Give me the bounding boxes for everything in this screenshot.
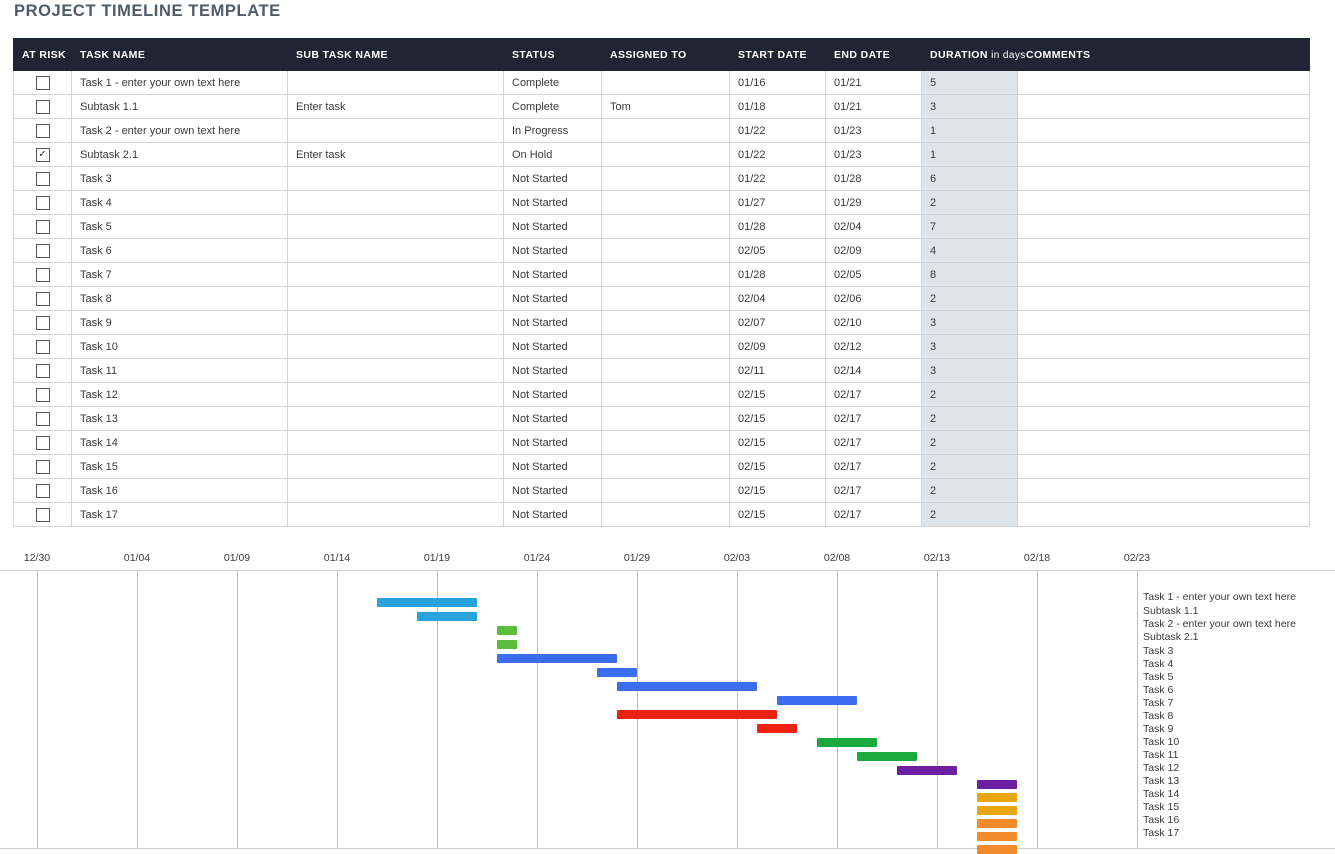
cell-duration: 2 bbox=[922, 479, 1018, 503]
at-risk-cell bbox=[14, 95, 72, 119]
table-row bbox=[14, 215, 1310, 239]
at-risk-checkbox[interactable] bbox=[36, 196, 50, 210]
task-table bbox=[13, 38, 1310, 527]
column-header-task_name bbox=[72, 39, 288, 71]
cell-comments bbox=[1018, 239, 1310, 263]
cell-comments bbox=[1018, 143, 1310, 167]
gantt-bar bbox=[417, 612, 477, 621]
gantt-row-label: Task 15 bbox=[1143, 801, 1180, 813]
at-risk-checkbox[interactable] bbox=[36, 484, 50, 498]
cell-sub_task_name bbox=[288, 191, 504, 215]
task-table-header bbox=[14, 39, 1310, 71]
at-risk-cell bbox=[14, 431, 72, 455]
gantt-row-label: Task 14 bbox=[1143, 788, 1180, 800]
cell-status: Not Started bbox=[504, 383, 602, 407]
cell-end_date: 02/17 bbox=[826, 455, 922, 479]
at-risk-cell bbox=[14, 191, 72, 215]
cell-end_date: 02/09 bbox=[826, 239, 922, 263]
table-row bbox=[14, 167, 1310, 191]
column-header-end_date bbox=[826, 39, 922, 71]
cell-task_name: Task 6 bbox=[72, 239, 288, 263]
gantt-row-label: Task 7 bbox=[1143, 697, 1174, 709]
cell-duration: 3 bbox=[922, 95, 1018, 119]
cell-task_name: Task 4 bbox=[72, 191, 288, 215]
column-header-duration bbox=[922, 39, 1026, 71]
gantt-row-label: Task 8 bbox=[1143, 710, 1174, 722]
gantt-bar bbox=[977, 819, 1017, 828]
cell-comments bbox=[1018, 167, 1310, 191]
cell-start_date: 02/04 bbox=[730, 287, 826, 311]
table-row bbox=[14, 359, 1310, 383]
cell-assigned_to bbox=[602, 119, 730, 143]
gantt-row-label: Task 11 bbox=[1143, 749, 1179, 761]
cell-task_name: Task 15 bbox=[72, 455, 288, 479]
gantt-bar bbox=[977, 832, 1017, 841]
gantt-bar bbox=[977, 806, 1017, 815]
gantt-gridline bbox=[237, 571, 238, 848]
column-header-assigned_to bbox=[602, 39, 730, 71]
cell-assigned_to: Tom bbox=[602, 95, 730, 119]
gantt-row-labels bbox=[1125, 570, 1330, 847]
axis-tick-label: 01/24 bbox=[523, 552, 551, 564]
cell-start_date: 01/22 bbox=[730, 143, 826, 167]
cell-end_date: 02/17 bbox=[826, 383, 922, 407]
cell-assigned_to bbox=[602, 239, 730, 263]
table-row bbox=[14, 335, 1310, 359]
table-row bbox=[14, 95, 1310, 119]
cell-status: Not Started bbox=[504, 335, 602, 359]
gantt-bar bbox=[897, 766, 957, 775]
at-risk-cell bbox=[14, 359, 72, 383]
gantt-bar bbox=[497, 640, 517, 649]
cell-status: Not Started bbox=[504, 191, 602, 215]
at-risk-cell bbox=[14, 239, 72, 263]
cell-task_name: Task 5 bbox=[72, 215, 288, 239]
cell-comments bbox=[1018, 191, 1310, 215]
cell-start_date: 02/15 bbox=[730, 503, 826, 527]
cell-start_date: 01/28 bbox=[730, 263, 826, 287]
cell-sub_task_name bbox=[288, 215, 504, 239]
cell-sub_task_name bbox=[288, 455, 504, 479]
gantt-bar bbox=[817, 738, 877, 747]
gantt-bar bbox=[497, 626, 517, 635]
table-row bbox=[14, 479, 1310, 503]
table-row bbox=[14, 503, 1310, 527]
cell-end_date: 02/17 bbox=[826, 503, 922, 527]
cell-end_date: 02/17 bbox=[826, 431, 922, 455]
column-header-label: STATUS bbox=[512, 48, 555, 61]
cell-assigned_to bbox=[602, 359, 730, 383]
gantt-row-label: Task 17 bbox=[1143, 827, 1180, 839]
cell-sub_task_name: Enter task bbox=[288, 143, 504, 167]
table-row bbox=[14, 407, 1310, 431]
cell-comments bbox=[1018, 407, 1310, 431]
at-risk-cell bbox=[14, 167, 72, 191]
at-risk-checkbox[interactable] bbox=[36, 172, 50, 186]
cell-task_name: Task 10 bbox=[72, 335, 288, 359]
cell-start_date: 02/15 bbox=[730, 479, 826, 503]
cell-end_date: 02/12 bbox=[826, 335, 922, 359]
column-header-status bbox=[504, 39, 602, 71]
cell-sub_task_name bbox=[288, 287, 504, 311]
cell-duration: 6 bbox=[922, 167, 1018, 191]
cell-end_date: 02/10 bbox=[826, 311, 922, 335]
cell-end_date: 01/23 bbox=[826, 119, 922, 143]
gantt-row-label: Subtask 2.1 bbox=[1143, 631, 1199, 643]
at-risk-cell bbox=[14, 503, 72, 527]
cell-sub_task_name bbox=[288, 239, 504, 263]
cell-duration: 8 bbox=[922, 263, 1018, 287]
cell-task_name: Task 11 bbox=[72, 359, 288, 383]
at-risk-checkbox[interactable]: ✓ bbox=[36, 148, 50, 162]
gantt-row-label: Task 1 - enter your own text here bbox=[1143, 591, 1296, 603]
column-header-comments bbox=[1018, 39, 1310, 71]
cell-comments bbox=[1018, 431, 1310, 455]
axis-tick-label: 02/18 bbox=[1023, 552, 1051, 564]
cell-start_date: 02/11 bbox=[730, 359, 826, 383]
gantt-bar bbox=[777, 696, 857, 705]
cell-sub_task_name bbox=[288, 407, 504, 431]
at-risk-checkbox[interactable] bbox=[36, 436, 50, 450]
cell-start_date: 02/09 bbox=[730, 335, 826, 359]
cell-status: Not Started bbox=[504, 431, 602, 455]
cell-sub_task_name bbox=[288, 431, 504, 455]
cell-duration: 1 bbox=[922, 143, 1018, 167]
gantt-bar bbox=[617, 710, 777, 719]
cell-assigned_to bbox=[602, 431, 730, 455]
cell-duration: 2 bbox=[922, 287, 1018, 311]
gantt-bar bbox=[617, 682, 757, 691]
cell-assigned_to bbox=[602, 503, 730, 527]
gantt-bar bbox=[977, 845, 1017, 854]
axis-tick-label: 01/04 bbox=[123, 552, 151, 564]
cell-sub_task_name bbox=[288, 119, 504, 143]
at-risk-cell bbox=[14, 71, 72, 95]
cell-assigned_to bbox=[602, 311, 730, 335]
gantt-bar bbox=[597, 668, 637, 677]
cell-assigned_to bbox=[602, 335, 730, 359]
gantt-bar bbox=[977, 780, 1017, 789]
cell-task_name: Task 13 bbox=[72, 407, 288, 431]
cell-comments bbox=[1018, 455, 1310, 479]
axis-tick-label: 01/19 bbox=[423, 552, 451, 564]
table-row bbox=[14, 143, 1310, 167]
cell-comments bbox=[1018, 383, 1310, 407]
gantt-row-label: Task 2 - enter your own text here bbox=[1143, 618, 1296, 630]
axis-tick-label: 02/13 bbox=[923, 552, 951, 564]
page-title: PROJECT TIMELINE TEMPLATE bbox=[14, 2, 281, 20]
cell-duration: 7 bbox=[922, 215, 1018, 239]
cell-task_name: Task 8 bbox=[72, 287, 288, 311]
cell-sub_task_name bbox=[288, 335, 504, 359]
column-header-label: AT RISK bbox=[22, 48, 67, 61]
column-header-start_date bbox=[730, 39, 826, 71]
cell-status: In Progress bbox=[504, 119, 602, 143]
cell-assigned_to bbox=[602, 191, 730, 215]
cell-task_name: Subtask 1.1 bbox=[72, 95, 288, 119]
axis-tick-label: 02/03 bbox=[723, 552, 751, 564]
cell-status: Not Started bbox=[504, 455, 602, 479]
cell-end_date: 01/23 bbox=[826, 143, 922, 167]
table-row bbox=[14, 191, 1310, 215]
gantt-row-label: Task 9 bbox=[1143, 723, 1174, 735]
cell-task_name: Task 12 bbox=[72, 383, 288, 407]
column-header-label: TASK NAME bbox=[80, 48, 146, 61]
cell-duration: 2 bbox=[922, 383, 1018, 407]
column-header-label: DURATION bbox=[930, 48, 988, 61]
table-row bbox=[14, 287, 1310, 311]
at-risk-checkbox[interactable] bbox=[36, 124, 50, 138]
cell-duration: 3 bbox=[922, 335, 1018, 359]
cell-end_date: 02/05 bbox=[826, 263, 922, 287]
cell-sub_task_name bbox=[288, 311, 504, 335]
cell-task_name: Task 7 bbox=[72, 263, 288, 287]
cell-assigned_to bbox=[602, 455, 730, 479]
cell-comments bbox=[1018, 359, 1310, 383]
cell-task_name: Subtask 2.1 bbox=[72, 143, 288, 167]
cell-sub_task_name bbox=[288, 479, 504, 503]
cell-end_date: 01/29 bbox=[826, 191, 922, 215]
at-risk-cell bbox=[14, 215, 72, 239]
cell-duration: 2 bbox=[922, 431, 1018, 455]
at-risk-checkbox[interactable] bbox=[36, 364, 50, 378]
table-row bbox=[14, 71, 1310, 95]
cell-comments bbox=[1018, 335, 1310, 359]
cell-start_date: 01/22 bbox=[730, 119, 826, 143]
at-risk-cell bbox=[14, 335, 72, 359]
at-risk-checkbox[interactable] bbox=[36, 100, 50, 114]
at-risk-checkbox[interactable] bbox=[36, 340, 50, 354]
cell-comments bbox=[1018, 311, 1310, 335]
cell-start_date: 02/05 bbox=[730, 239, 826, 263]
column-header-at_risk bbox=[14, 39, 72, 71]
cell-assigned_to bbox=[602, 479, 730, 503]
task-table-container bbox=[13, 38, 1309, 527]
cell-status: Not Started bbox=[504, 407, 602, 431]
cell-start_date: 01/16 bbox=[730, 71, 826, 95]
cell-assigned_to bbox=[602, 383, 730, 407]
cell-assigned_to bbox=[602, 167, 730, 191]
cell-start_date: 01/22 bbox=[730, 167, 826, 191]
table-row bbox=[14, 263, 1310, 287]
cell-start_date: 02/15 bbox=[730, 431, 826, 455]
at-risk-checkbox[interactable] bbox=[36, 508, 50, 522]
cell-comments bbox=[1018, 71, 1310, 95]
cell-comments bbox=[1018, 503, 1310, 527]
gantt-chart bbox=[0, 552, 1335, 847]
cell-start_date: 02/07 bbox=[730, 311, 826, 335]
cell-end_date: 02/14 bbox=[826, 359, 922, 383]
gantt-row-label: Task 10 bbox=[1143, 736, 1180, 748]
column-header-label: END DATE bbox=[834, 48, 891, 61]
cell-task_name: Task 3 bbox=[72, 167, 288, 191]
at-risk-checkbox[interactable] bbox=[36, 220, 50, 234]
cell-assigned_to bbox=[602, 215, 730, 239]
gantt-gridline bbox=[837, 571, 838, 848]
at-risk-checkbox[interactable] bbox=[36, 76, 50, 90]
cell-task_name: Task 16 bbox=[72, 479, 288, 503]
table-row bbox=[14, 383, 1310, 407]
at-risk-cell bbox=[14, 407, 72, 431]
cell-status: Not Started bbox=[504, 263, 602, 287]
at-risk-checkbox[interactable] bbox=[36, 268, 50, 282]
cell-status: On Hold bbox=[504, 143, 602, 167]
cell-comments bbox=[1018, 479, 1310, 503]
at-risk-cell bbox=[14, 311, 72, 335]
table-row bbox=[14, 119, 1310, 143]
gantt-gridline bbox=[1037, 571, 1038, 848]
gantt-gridline bbox=[137, 571, 138, 848]
cell-sub_task_name bbox=[288, 71, 504, 95]
cell-status: Not Started bbox=[504, 359, 602, 383]
cell-start_date: 02/15 bbox=[730, 407, 826, 431]
at-risk-checkbox[interactable] bbox=[36, 316, 50, 330]
at-risk-cell bbox=[14, 455, 72, 479]
cell-duration: 5 bbox=[922, 71, 1018, 95]
cell-start_date: 02/15 bbox=[730, 455, 826, 479]
cell-end_date: 01/21 bbox=[826, 95, 922, 119]
at-risk-checkbox[interactable] bbox=[36, 412, 50, 426]
header-row bbox=[14, 39, 1310, 71]
cell-sub_task_name bbox=[288, 503, 504, 527]
gantt-bar bbox=[377, 598, 477, 607]
cell-start_date: 02/15 bbox=[730, 383, 826, 407]
gantt-gridline bbox=[937, 571, 938, 848]
gantt-row-label: Task 12 bbox=[1143, 762, 1180, 774]
cell-sub_task_name bbox=[288, 383, 504, 407]
gantt-axis bbox=[0, 552, 1335, 570]
cell-assigned_to bbox=[602, 71, 730, 95]
cell-duration: 3 bbox=[922, 359, 1018, 383]
cell-start_date: 01/28 bbox=[730, 215, 826, 239]
gantt-gridline bbox=[337, 571, 338, 848]
gantt-row-label: Subtask 1.1 bbox=[1143, 605, 1199, 617]
at-risk-cell bbox=[14, 287, 72, 311]
at-risk-cell bbox=[14, 479, 72, 503]
task-table-body bbox=[14, 71, 1310, 527]
cell-duration: 4 bbox=[922, 239, 1018, 263]
at-risk-checkbox[interactable] bbox=[36, 292, 50, 306]
cell-comments bbox=[1018, 119, 1310, 143]
column-header-sublabel: in days bbox=[991, 49, 1026, 61]
cell-comments bbox=[1018, 263, 1310, 287]
gantt-row-label: Task 6 bbox=[1143, 684, 1174, 696]
cell-sub_task_name: Enter task bbox=[288, 95, 504, 119]
axis-tick-label: 01/14 bbox=[323, 552, 351, 564]
at-risk-checkbox[interactable] bbox=[36, 388, 50, 402]
gantt-bar bbox=[977, 793, 1017, 802]
cell-assigned_to bbox=[602, 287, 730, 311]
cell-assigned_to bbox=[602, 407, 730, 431]
cell-assigned_to bbox=[602, 263, 730, 287]
at-risk-cell bbox=[14, 383, 72, 407]
cell-duration: 3 bbox=[922, 311, 1018, 335]
cell-end_date: 02/06 bbox=[826, 287, 922, 311]
gantt-row-label: Task 16 bbox=[1143, 814, 1180, 826]
cell-end_date: 02/04 bbox=[826, 215, 922, 239]
gantt-row-label: Task 13 bbox=[1143, 775, 1180, 787]
cell-end_date: 01/28 bbox=[826, 167, 922, 191]
cell-status: Not Started bbox=[504, 239, 602, 263]
cell-start_date: 01/27 bbox=[730, 191, 826, 215]
gantt-bar bbox=[497, 654, 617, 663]
cell-task_name: Task 14 bbox=[72, 431, 288, 455]
cell-sub_task_name bbox=[288, 359, 504, 383]
at-risk-cell bbox=[14, 143, 72, 167]
table-row bbox=[14, 455, 1310, 479]
table-row bbox=[14, 311, 1310, 335]
cell-end_date: 02/17 bbox=[826, 479, 922, 503]
axis-tick-label: 01/29 bbox=[623, 552, 651, 564]
cell-sub_task_name bbox=[288, 263, 504, 287]
gantt-row-label: Task 4 bbox=[1143, 658, 1174, 670]
column-header-label: COMMENTS bbox=[1026, 48, 1091, 61]
cell-start_date: 01/18 bbox=[730, 95, 826, 119]
column-header-label: SUB TASK NAME bbox=[296, 48, 388, 61]
cell-status: Complete bbox=[504, 71, 602, 95]
cell-duration: 2 bbox=[922, 455, 1018, 479]
gantt-gridline bbox=[537, 571, 538, 848]
table-row bbox=[14, 239, 1310, 263]
cell-duration: 2 bbox=[922, 503, 1018, 527]
cell-duration: 1 bbox=[922, 119, 1018, 143]
cell-task_name: Task 17 bbox=[72, 503, 288, 527]
table-row bbox=[14, 431, 1310, 455]
gantt-bar bbox=[857, 752, 917, 761]
column-header-sub_task_name bbox=[288, 39, 504, 71]
cell-status: Not Started bbox=[504, 311, 602, 335]
cell-task_name: Task 2 - enter your own text here bbox=[72, 119, 288, 143]
cell-status: Not Started bbox=[504, 167, 602, 191]
cell-status: Not Started bbox=[504, 287, 602, 311]
cell-assigned_to bbox=[602, 143, 730, 167]
gantt-gridline bbox=[37, 571, 38, 848]
cell-task_name: Task 1 - enter your own text here bbox=[72, 71, 288, 95]
column-header-label: ASSIGNED TO bbox=[610, 48, 687, 61]
cell-status: Not Started bbox=[504, 503, 602, 527]
gantt-row-label: Task 5 bbox=[1143, 671, 1174, 683]
axis-tick-label: 02/23 bbox=[1123, 552, 1151, 564]
cell-status: Not Started bbox=[504, 479, 602, 503]
cell-duration: 2 bbox=[922, 407, 1018, 431]
column-header-label: START DATE bbox=[738, 48, 807, 61]
cell-status: Not Started bbox=[504, 215, 602, 239]
at-risk-checkbox[interactable] bbox=[36, 460, 50, 474]
at-risk-checkbox[interactable] bbox=[36, 244, 50, 258]
axis-tick-label: 02/08 bbox=[823, 552, 851, 564]
cell-end_date: 01/21 bbox=[826, 71, 922, 95]
cell-end_date: 02/17 bbox=[826, 407, 922, 431]
axis-tick-label: 12/30 bbox=[23, 552, 51, 564]
gantt-row-label: Task 3 bbox=[1143, 645, 1174, 657]
at-risk-cell bbox=[14, 119, 72, 143]
cell-comments bbox=[1018, 287, 1310, 311]
axis-tick-label: 01/09 bbox=[223, 552, 251, 564]
gantt-bar bbox=[757, 724, 797, 733]
cell-comments bbox=[1018, 215, 1310, 239]
cell-task_name: Task 9 bbox=[72, 311, 288, 335]
cell-comments bbox=[1018, 95, 1310, 119]
at-risk-cell bbox=[14, 263, 72, 287]
cell-duration: 2 bbox=[922, 191, 1018, 215]
cell-status: Complete bbox=[504, 95, 602, 119]
cell-sub_task_name bbox=[288, 167, 504, 191]
